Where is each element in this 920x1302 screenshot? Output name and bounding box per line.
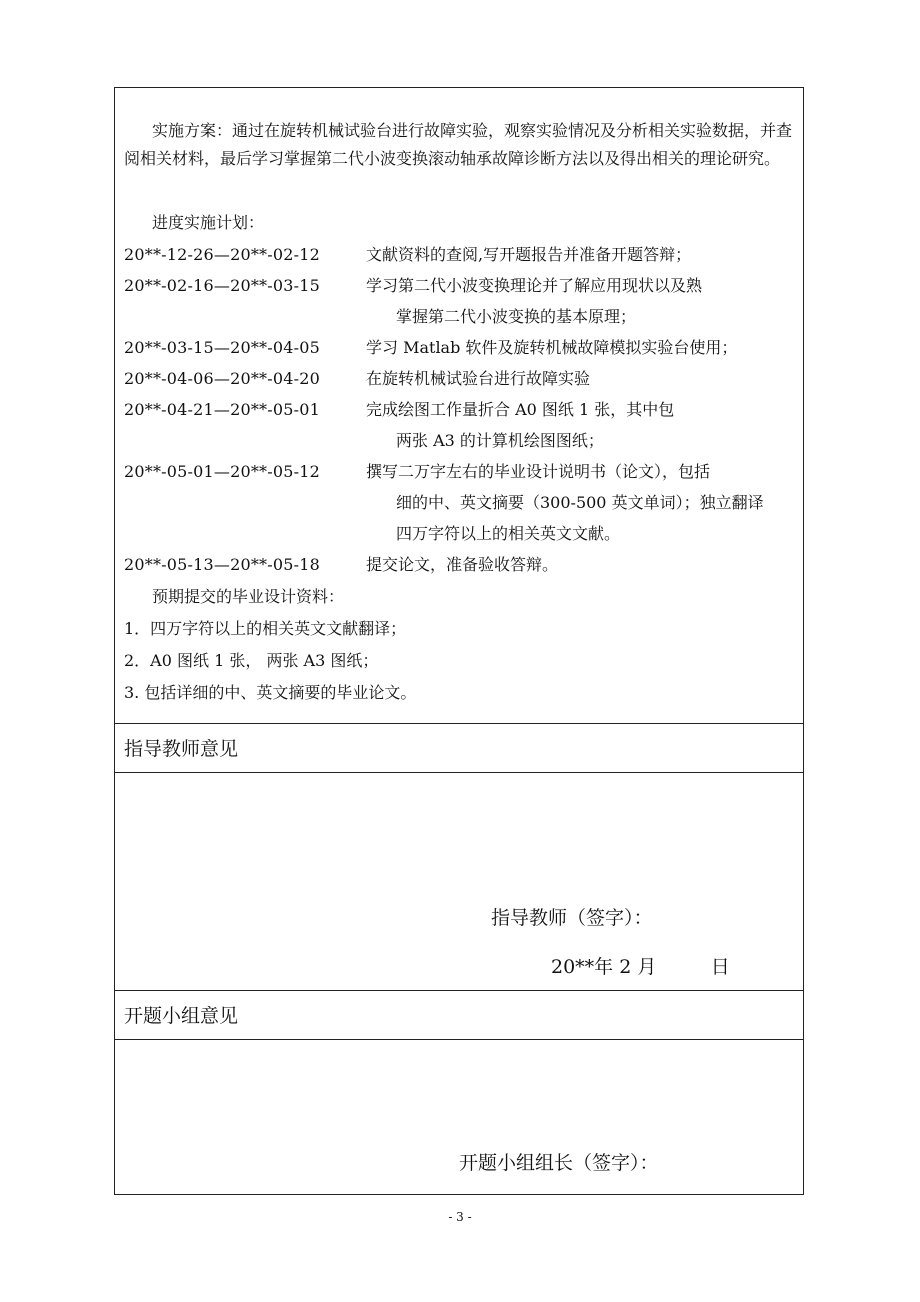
plan-intro: 实施方案：通过在旋转机械试验台进行故障实验，观察实验情况及分析相关实验数据，并查阅相关材料，最后学习掌握第二代小波变换滚动轴承故障诊断方法以及得出相关的理论研究。 xyxy=(124,121,793,168)
schedule-task: 学习 Matlab 软件及旋转机械故障模拟实验台使用； xyxy=(366,338,738,357)
page-number: - 3 - xyxy=(448,1210,472,1224)
section-divider xyxy=(114,723,804,724)
committee-opinion-heading: 开题小组意见 xyxy=(124,1005,239,1027)
schedule-task: 撰写二万字左右的毕业设计说明书（论文），包括 xyxy=(366,462,711,481)
deliverables-heading: 预期提交的毕业设计资料： xyxy=(152,587,345,606)
schedule-dates: 20**-12-26—20**-02-12 xyxy=(124,245,320,264)
committee-signature-label: 开题小组组长（签字）： xyxy=(459,1152,659,1174)
schedule-dates: 20**-04-21—20**-05-01 xyxy=(124,400,320,419)
schedule-dates: 20**-05-01—20**-05-12 xyxy=(124,462,320,481)
schedule-task: 在旋转机械试验台进行故障实验 xyxy=(366,369,591,388)
schedule-task-continued: 两张 A3 的计算机绘图图纸； xyxy=(396,431,604,450)
deliverable-item: 1．四万字符以上的相关英文文献翻译； xyxy=(124,619,407,638)
schedule-task: 提交论文，准备验收答辩。 xyxy=(366,555,559,574)
schedule-dates: 20**-04-06—20**-04-20 xyxy=(124,369,320,388)
schedule-heading: 进度实施计划： xyxy=(152,213,265,232)
deliverable-item: 2．A0 图纸 1 张， 两张 A3 图纸； xyxy=(124,651,379,670)
schedule-dates: 20**-02-16—20**-03-15 xyxy=(124,276,320,295)
deliverable-item: 3. 包括详细的中、英文摘要的毕业论文。 xyxy=(124,683,417,702)
section-divider xyxy=(114,772,804,773)
section-divider xyxy=(114,1039,804,1040)
schedule-dates: 20**-03-15—20**-04-05 xyxy=(124,338,320,357)
schedule-task-continued: 四万字符以上的相关英文文献。 xyxy=(396,524,621,543)
advisor-opinion-heading: 指导教师意见 xyxy=(124,738,239,760)
schedule-task: 文献资料的查阅,写开题报告并准备开题答辩； xyxy=(366,245,692,264)
schedule-task-continued: 掌握第二代小波变换的基本原理； xyxy=(396,307,637,326)
schedule-task: 完成绘图工作量折合 A0 图纸 1 张，其中包 xyxy=(366,400,675,419)
advisor-date: 20**年 2 月 日 xyxy=(551,956,730,978)
schedule-task: 学习第二代小波变换理论并了解应用现状以及熟 xyxy=(366,276,703,295)
schedule-dates: 20**-05-13—20**-05-18 xyxy=(124,555,320,574)
section-divider xyxy=(114,990,804,991)
schedule-task-continued: 细的中、英文摘要（300-500 英文单词）；独立翻译 xyxy=(396,493,764,512)
advisor-signature-label: 指导教师（签字）： xyxy=(491,907,653,929)
